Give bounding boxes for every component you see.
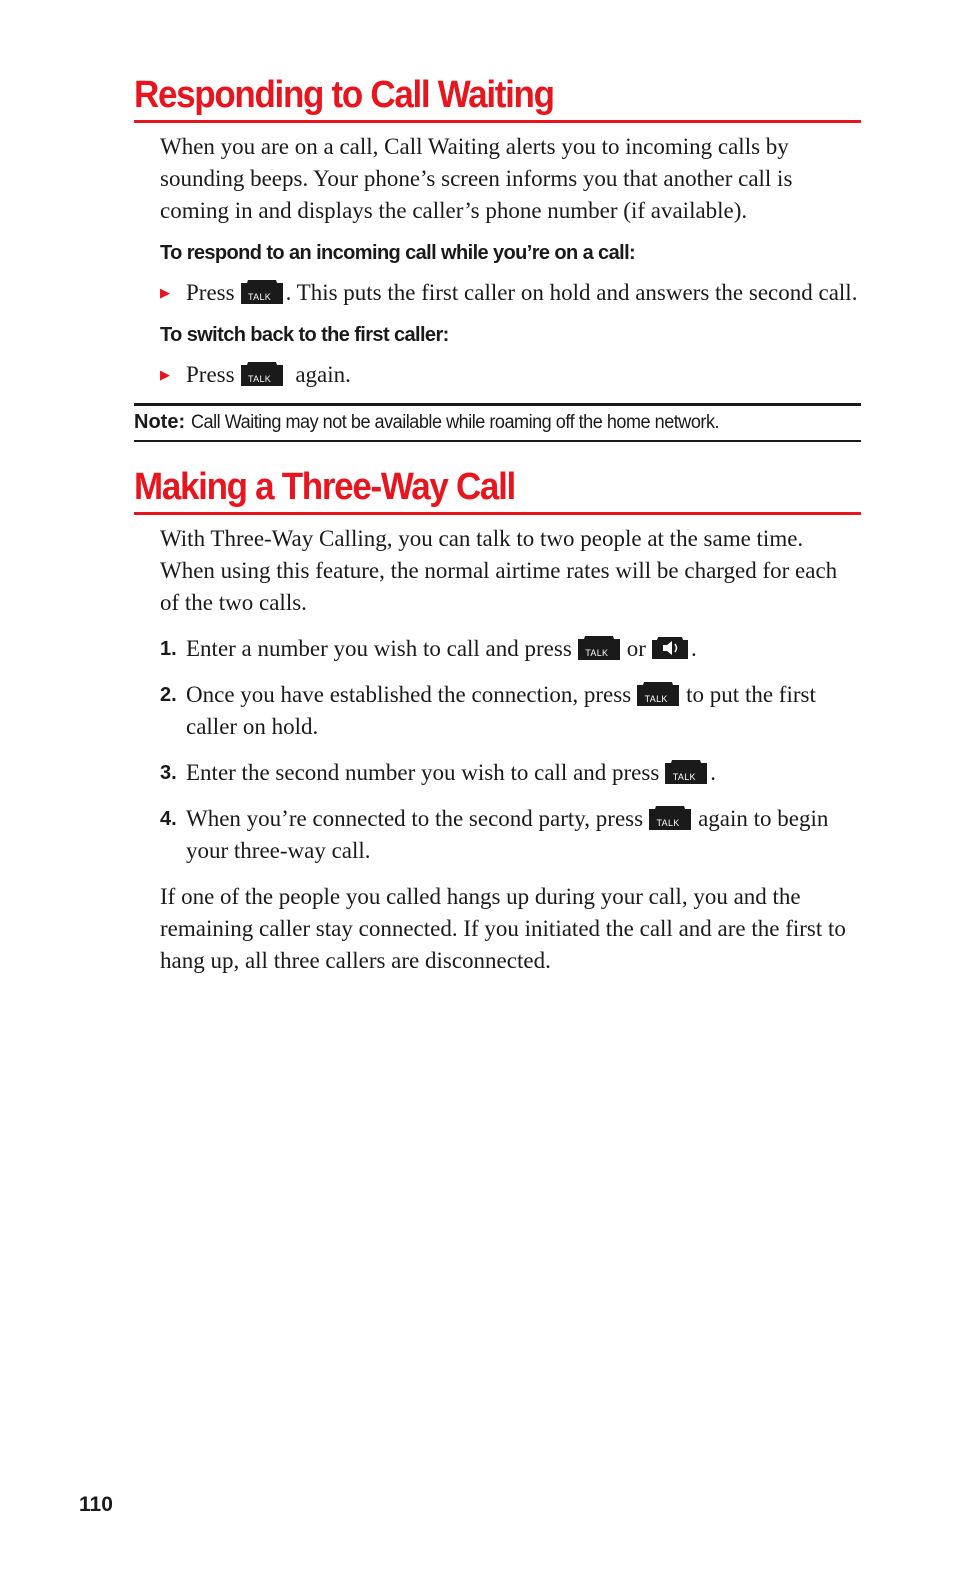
speakerphone-key-icon xyxy=(652,636,688,658)
talk-key-icon: TALK xyxy=(241,362,283,386)
manual-page xyxy=(134,0,861,977)
subheading-switch-back: To switch back to the first caller: xyxy=(160,324,449,346)
section-title-three-way: Making a Three-Way Call xyxy=(134,466,515,508)
three-way-outro: If one of the people you called hangs up during your call, you and the remaining caller stay connected. If you initiated the call and are the first to hang up, all three callers are disconnected. xyxy=(160,884,846,973)
talk-key-icon: TALK xyxy=(649,806,691,830)
three-way-intro: With Three-Way Calling, you can talk to two people at the same time. When using this feature, the normal airtime rates will be charged for each of the two calls. xyxy=(160,526,838,615)
call-waiting-intro: When you are on a call, Call Waiting alerts you to incoming calls by sounding beeps. Your phone’s screen informs you that another call is coming in and displays the caller’s phone number (if available). xyxy=(160,134,793,223)
talk-key-icon: TALK xyxy=(578,636,620,660)
subheading-respond: To respond to an incoming call while you’re on a call: xyxy=(160,242,636,264)
note-box xyxy=(134,403,861,442)
talk-key-icon: TALK xyxy=(241,280,283,304)
talk-key-icon: TALK xyxy=(665,760,707,784)
step-3: 3. Enter the second number you wish to call and press TALK . xyxy=(160,760,717,785)
step-4: 4. When you’re connected to the second party, press TALK again to begin your three-way call. xyxy=(160,806,829,863)
title-underline xyxy=(134,512,861,515)
note-label: Note: xyxy=(134,411,186,433)
step-1: 1. Enter a number you wish to call and press TALK or . xyxy=(160,636,697,661)
page-number: 110 xyxy=(79,1493,113,1516)
step-2: 2. Once you have established the connection, press TALK to put the first caller on hold. xyxy=(160,682,816,739)
section-title-call-waiting: Responding to Call Waiting xyxy=(134,74,554,116)
note-text: Call Waiting may not be available while roaming off the home network. xyxy=(190,412,719,433)
list-item: ▶ Press TALK . This puts the first caller on hold and answers the second call. xyxy=(160,277,861,309)
talk-key-icon: TALK xyxy=(637,682,679,706)
title-underline xyxy=(134,120,861,123)
triangle-bullet-icon: ▶ xyxy=(160,285,170,300)
list-item: ▶ Press TALK again. xyxy=(160,359,861,391)
triangle-bullet-icon: ▶ xyxy=(160,367,170,382)
